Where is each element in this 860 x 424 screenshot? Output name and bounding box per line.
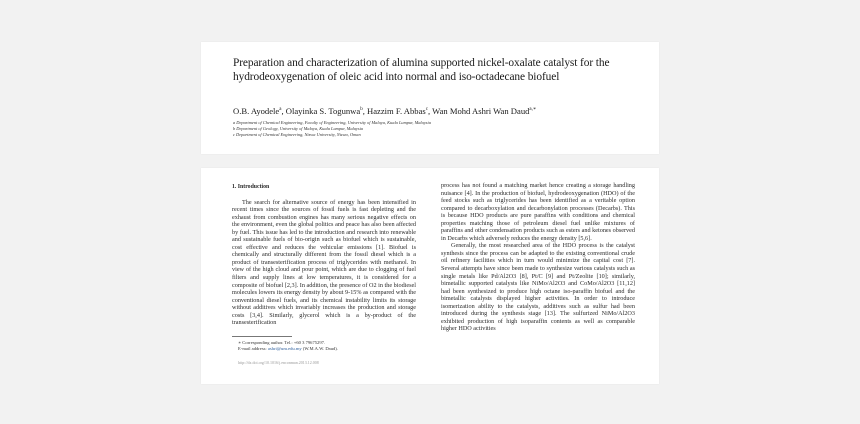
author-list: O.B. Ayodele$^a$, Olayinka S. Togunwa$^b$, Hazzim F. Abbas$^c$, Wan Mohd Ashri Wan Daud$^{a,∗}$ — [233, 105, 537, 116]
footnote-email-suffix: (W.M.A.W. Daud). — [302, 345, 338, 351]
author-affil-mark: b — [360, 107, 363, 112]
body-paragraph: The search for alternative source of energy has been intensified in recent times since the sources of fossil fuels is fast depleting and the exhaust from combustion engines has many serious negative effects on the environment, even the global politics and peace has also been affected by fuel. This issue has led to the introduction and research into renewable and sustainable fuels of bio-origin such as biofuel which is sustainable, cost effective and reduces the vehicular emissions [1]. Biofuel is chemically and structurally different from the fossil diesel which is a product of transesterification process of triglycerides with methanol. In view of the high cloud and pour point, which are due to clogging of fuel filters and supply lines at low temperatures, it is considered for a composite of biofuel [2,3]. In addition, the presence of O2 in the biodiesel molecules lowers its energy density by about 9-15% as compared with the conventional diesel fuels, and its chemical instability limits its storage without additives which invariably increases the production and storage costs [3,4]. Similarly, glycerol which is a by-product of the transesterification — [232, 198, 416, 327]
paper-title: Preparation and characterization of alumina supported nickel-oxalate catalyst for the hydrodeoxygenation of oleic acid into normal and iso-octadecane biofuel — [233, 57, 610, 83]
corresponding-author-note — [232, 340, 416, 352]
article-header — [201, 42, 659, 154]
author-name: O.B. Ayodele — [233, 105, 280, 116]
author-name: Hazzim F. Abbas — [367, 105, 426, 116]
email-link[interactable]: ashri@um.edu.my — [267, 345, 302, 351]
author-affil-mark: a — [279, 107, 282, 112]
author-name: Wan Mohd Ashri Wan Daud — [432, 105, 530, 116]
footnote-text: ∗ Corresponding author. Tel.: +60 3 79675297. — [238, 339, 326, 345]
doi-link[interactable]: http://dx.doi.org/10.1016/j.enconman.2013.12.008 — [238, 359, 319, 365]
right-column — [441, 182, 635, 333]
affiliation-list — [233, 120, 643, 138]
section-heading: 1. Introduction — [232, 184, 270, 190]
affiliation: c Department of Chemical Engineering, Nizwa University, Nizwa, Oman — [233, 132, 361, 137]
affiliation: a Department of Chemical Engineering, Faculty of Engineering, University of Malaya, Kuala Lumpur, Malaysia — [233, 120, 431, 125]
footnote-divider — [232, 336, 292, 337]
left-column — [232, 184, 416, 365]
article-body — [201, 168, 659, 384]
footnote-email-label: E-mail address: — [238, 345, 267, 351]
body-paragraph: process has not found a matching market hence creating a storage handling nuisance [4]. In the production of biofuel, hydrodeoxygenation (HDO) of the feed stocks such as triglycerides has been identified as a veritable option compared to decarboxylation and decarbonylation processes (Decarbs). This is because HDO products are pure paraffins with conditions and chemical properties matching those of petroleum diesel fuel unlike mixtures of paraffins and other condensation products such as esters and ketones observed in Decarbs which adversely reduces the energy density [5,6]. — [441, 182, 635, 242]
author-affil-mark: c — [425, 107, 428, 112]
author-name: Olayinka S. Togunwa — [285, 105, 361, 116]
body-paragraph: Generally, the most researched area of the HDO process is the catalyst synthesis since the process can be adapted to the existing conventional crude oil refinery facilities which in turn would minimize the capital cost [7]. Several attempts have since been made to synthesize various catalysts such as single metals like Pd/Al2O3 [8], Pt/C [9] and Pt/Zeolite [10]; similarly, bimetallic supported catalysts like NiMo/Al2O3 and CoMo/Al2O3 [11,12] had been synthesized to produce high octane iso-paraffin biofuel and the bimetallic catalysts displayed higher activities. In order to introduce isomerization ability to the catalysts, additives such as sulfur had been introduced during the synthesis stage [13]. The sulfurized NiMo/Al2O3 exhibited production of high isoparaffin contents as well as comparable higher HDO activities — [441, 242, 635, 333]
affiliation: b Department of Geology, University of Malaya, Kuala Lumpur, Malaysia — [233, 126, 363, 131]
author-affil-mark: a,∗ — [529, 107, 537, 112]
